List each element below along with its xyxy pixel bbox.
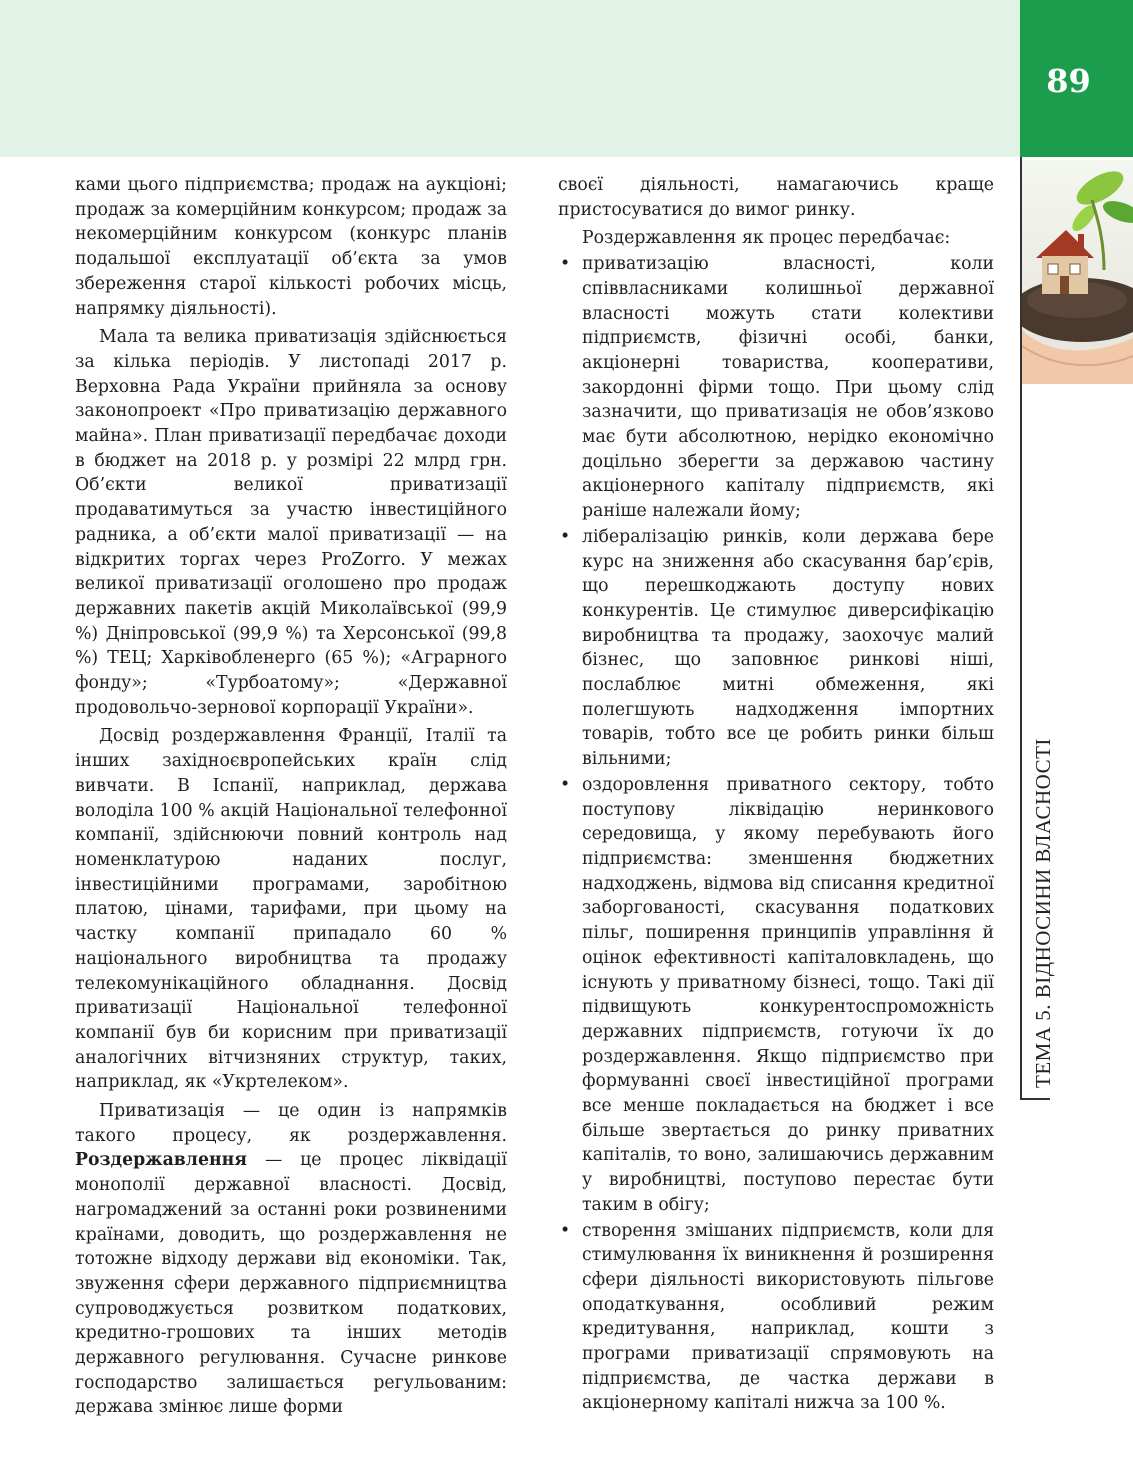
key-term: Роздержавлення — [75, 1150, 248, 1171]
paragraph: своєї діяльності, намагаючись краще пристосуватися до вимог ринку. — [558, 175, 994, 220]
bullet-icon: • — [560, 1220, 571, 1241]
paragraph-text: Приватизація — це один із напрямків такого процесу, як роздержавлення. — [75, 1101, 507, 1146]
list-item — [558, 525, 994, 772]
bullet-list — [558, 252, 994, 1416]
house-in-hands-with-sprout-icon — [1022, 160, 1133, 384]
bullet-icon: • — [560, 526, 571, 547]
header-band — [0, 0, 1020, 157]
right-column — [558, 173, 994, 1416]
list-item-text: оздоровлення приватного сектору, тобто поступову ліквідацію неринкового середовища, у якому перебувають його підприємства: зменшення бюджетних надходжень, відмова від списання кредитної заборгованості, скасування податкових пільг, поширення принципів управління й оцінок ефективності капіталовкладень, що існують у приватному бізнесі, тощо. Такі дії підвищують конкурентоспроможність державних підприємств, готуючи їх до роздержавлення. Якщо підприємство при формуванні своєї інвестиційної програми все менше покладається на бюджет і все більше звертається до ринку приватних капіталів, то воно, залишаючись державним у виробництві, поступово перестає бути таким в обігу; — [582, 774, 994, 1215]
paragraph: Досвід роздержавлення Франції, Італії та інших західноєвропейських країн слід вивчати. В Іспанії, наприклад, держава володіла 100 % акцій Національної телефонної компанії, здійснюючи повний контроль над номенклатурою наданих послуг, інвестиційними програмами, заробітною платою, цінами, тарифами, при цьому на частку компанії припадало 60 % національного виробництва та продажу телекомунікаційного обладнання. Досвід приватизації Національної телефонної компанії був би корисним при приватизації аналогічних вітчизняних структур, таких, наприклад, як «Укртелеком». — [75, 726, 507, 1093]
page-number: 89 — [1046, 62, 1091, 100]
paragraph: ками цього підприємства; продаж на аукціоні; продаж за комерційним конкурсом; продаж за некомерційним конкурсом (конкурс планів подальшої експлуатації об’єкта за умов збереження старої кількості робочих місць, напрямку діяльності). — [75, 175, 507, 319]
bullet-icon: • — [560, 254, 571, 275]
list-item — [558, 1219, 994, 1417]
list-item — [558, 773, 994, 1218]
list-item-text: приватизацію власності, коли співвласниками колишньої державної власності можуть стати колективи підприємств, фізичні особі, банки, акціонерні товариства, кооперативи, закордонні фірми тощо. При цьому слід зазначити, що приватизація не обов’язково має бути абсолютною, нерідко економічно доцільно зберегти за державою частину акціонерного капіталу підприємств, які раніше належали йому; — [582, 254, 994, 522]
paragraph: Мала та велика приватизація здійснюється за кілька періодів. У листопаді 2017 р. Верховна Рада України прийняла за основу законопроект «Про приватизацію державного майна». План приватизації передбачає доходи в бюджет на 2018 р. у розмірі 22 млрд грн. Об’єкти великої приватизації продаватимуться за участю інвестиційного радника, а об’єкти малої приватизації — на відкритих торгах через ProZorro. У межах великої приватизації оголошено про продаж державних пакетів акцій Миколаївської (99,9 %) Дніпровської (99,9 %) та Херсонської (99,8 %) ТЕЦ; Харківобленерго (65 %); «Аграрного фонду»; «Турбоатому»; «Державної продовольчо-зернової корпорації України». — [75, 327, 507, 718]
list-item-text: створення змішаних підприємств, коли для стимулювання їх виникнення й розширення сфери діяльності використовують пільгове оподаткування, особливий режим кредитування, наприклад, кошти з програми приватизації спрямовують на підприємства, де частка держави в акціонерному капіталі нижча за 100 %. — [582, 1220, 994, 1414]
side-rule-foot — [1020, 1098, 1050, 1100]
paragraph: Роздержавлення як процес передбачає: — [582, 228, 951, 249]
side-rule — [1020, 157, 1022, 1100]
chapter-label: ТЕМА 5. ВІДНОСИНИ ВЛАСНОСТІ — [1031, 738, 1055, 1088]
paragraph-text: — це процес ліквідації монополії державної власності. Досвід, нагромаджений за останні роки розвиненими країнами, доводить, що роздержавлення не тотожне відходу держави від економіки. Так, звуження сфери державного підприємництва супроводжується розвитком податкових, кредитно-грошових та інших методів державного регулювання. Сучасне ринкове господарство залишається регульованим: держава змінює лише форми — [75, 1150, 507, 1418]
paragraph — [75, 1099, 507, 1420]
list-item — [558, 252, 994, 524]
left-column — [75, 173, 507, 1420]
list-item-text: лібералізацію ринків, коли держава бере курс на зниження або скасування бар’єрів, що перешкоджають доступу нових конкурентів. Це стимулює диверсифікацію виробництва та продажу, заохочує малий бізнес, що заповнює ринкові ніші, послаблює митні обмеження, які полегшують надходження імпортних товарів, тобто все це робить ринки більш вільними; — [582, 526, 994, 770]
bullet-icon: • — [560, 774, 571, 795]
